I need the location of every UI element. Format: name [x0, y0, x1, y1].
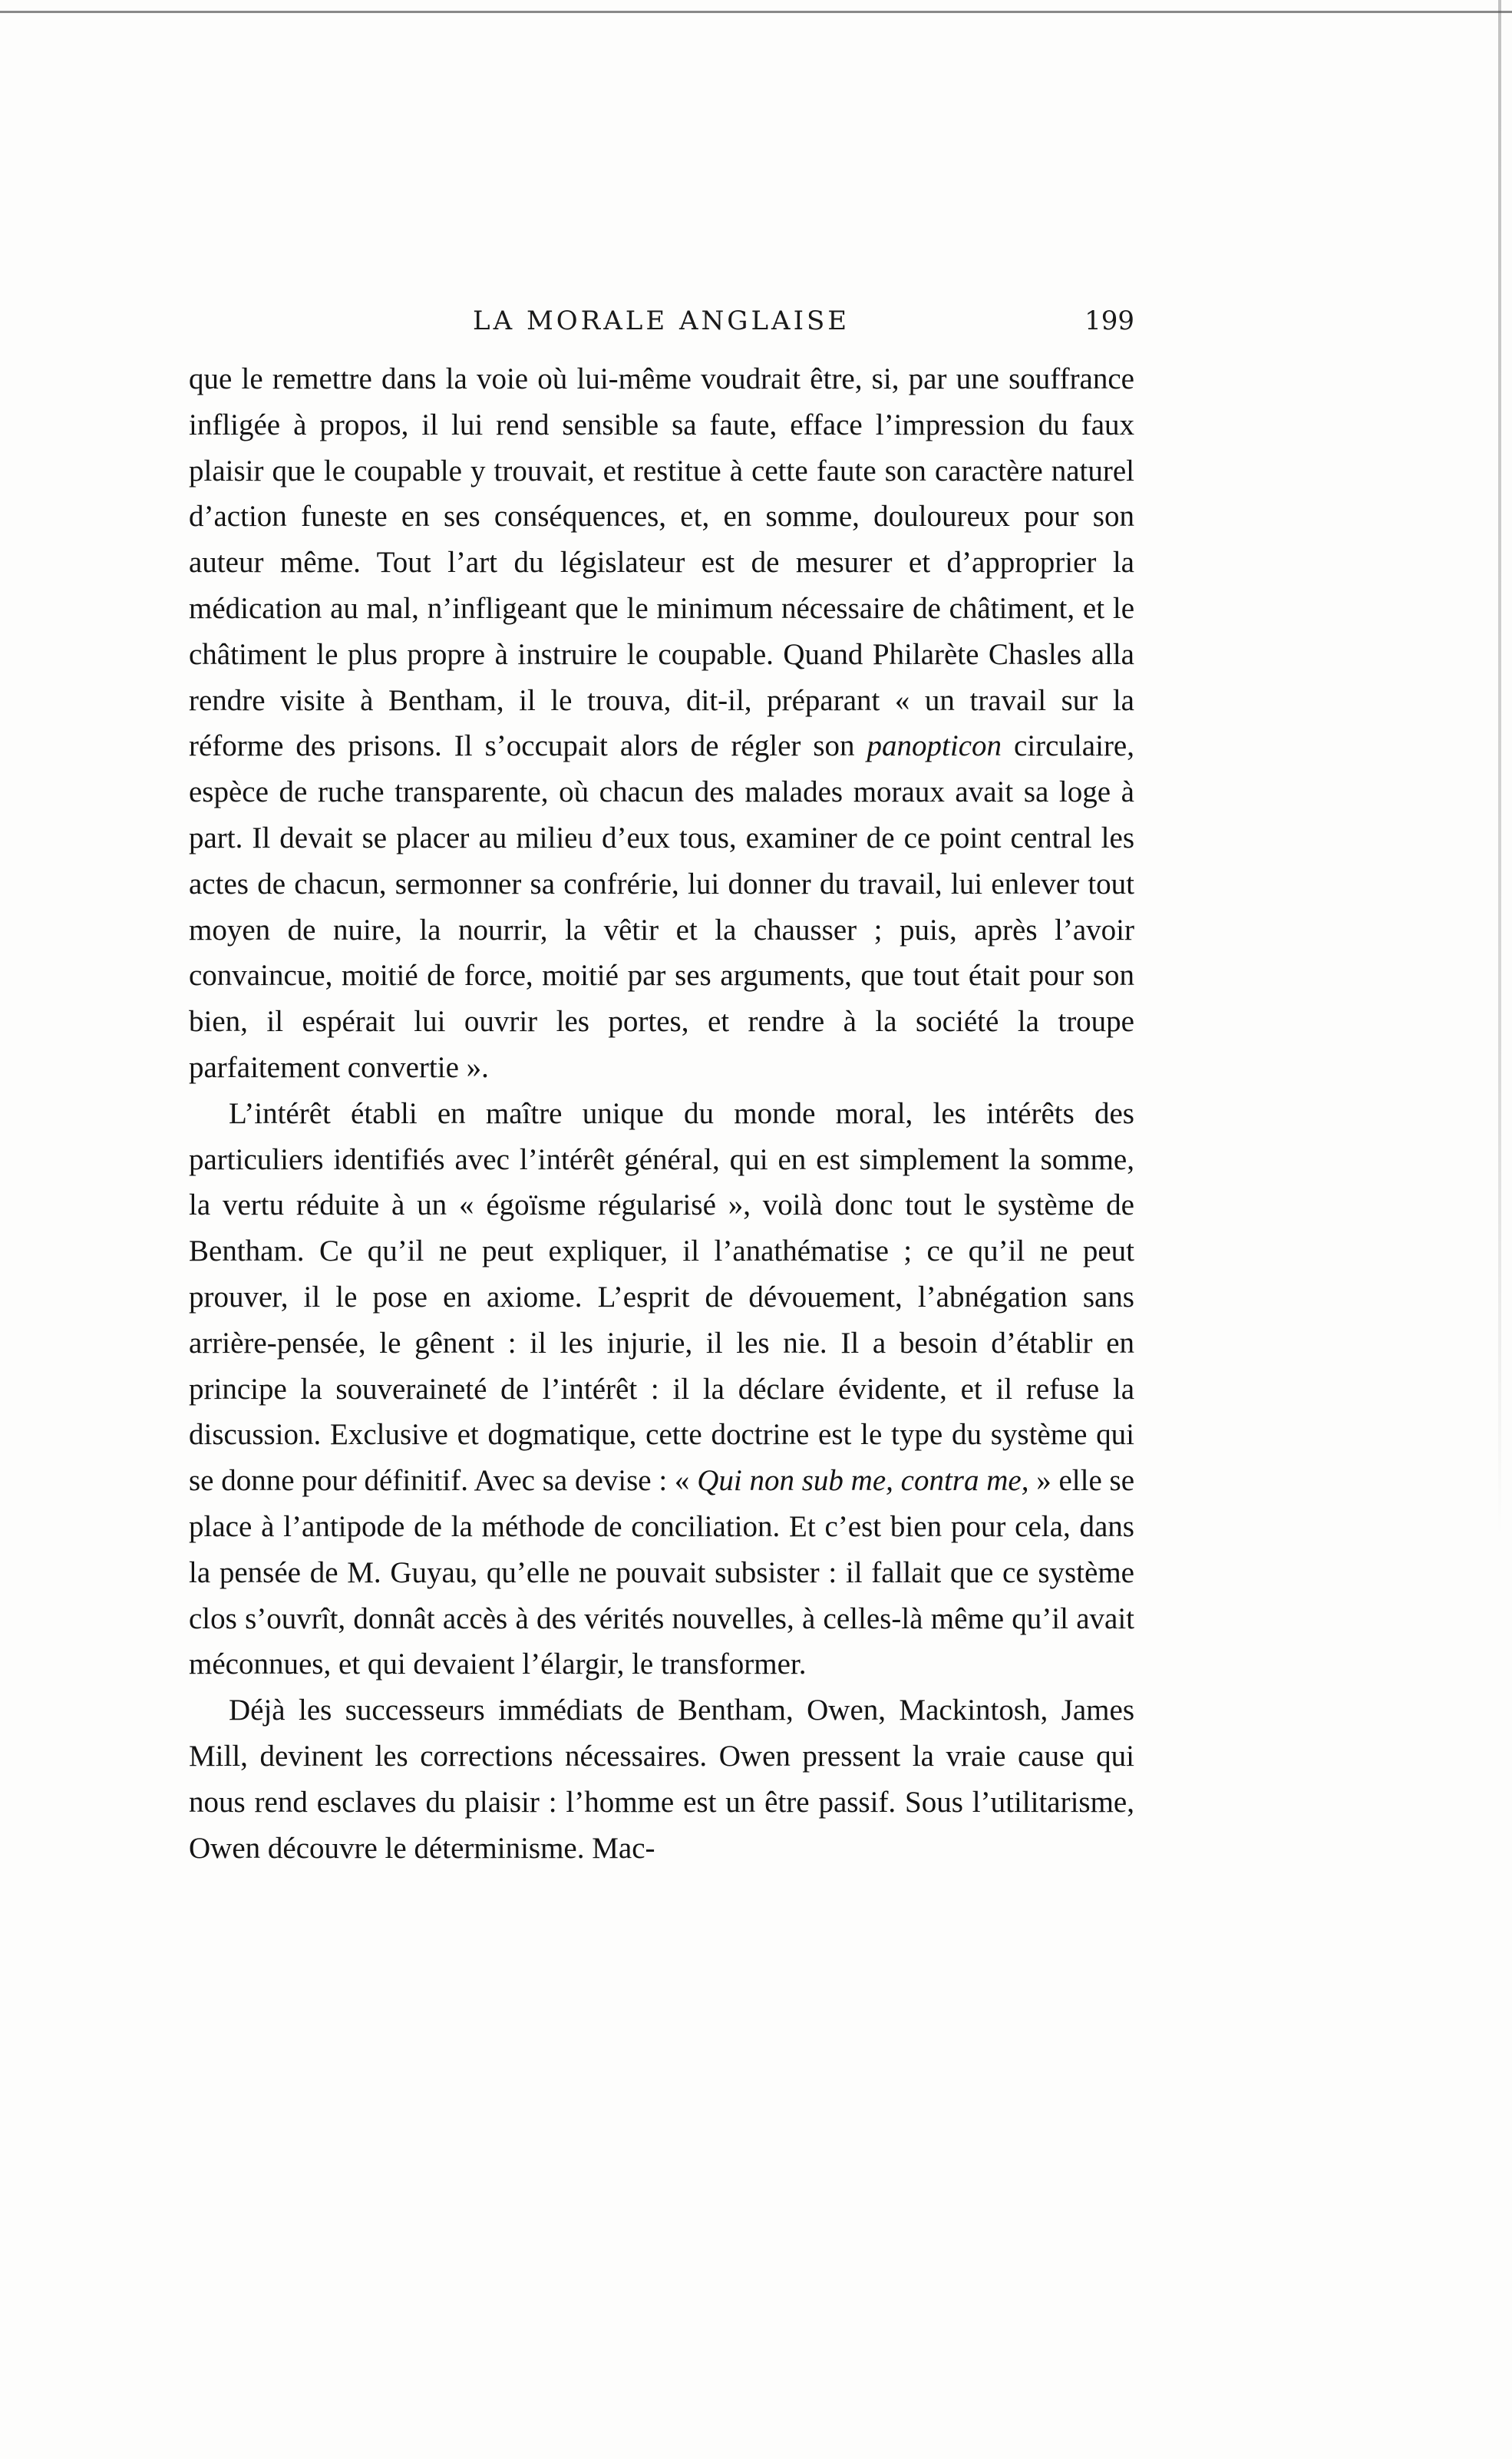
paragraph-1: [189, 356, 1134, 1091]
paragraph-3: [189, 1687, 1134, 1871]
text-run: L’intérêt établi en maître unique du monde moral, les intérêts des particuliers identifiés avec l’intérêt général, qui en est simplement la somme, la vertu réduite à un « égoïsme régularisé », voilà donc tout le système de Bentham. Ce qu’il ne peut expliquer, il l’anathématise ; ce qu’il ne peut prouver, il le pose en axiome. L’esprit de dévouement, l’abnégation sans arrière-pensée, le gênent : il les injurie, il les nie. Il a besoin d’établir en principe la souveraineté de l’intérêt : il la déclare évidente, et il refuse la discussion. Exclusive et dogmatique, cette doctrine est le type du système qui se donne pour définitif. Avec sa devise : «: [189, 1096, 1134, 1498]
body-text: [189, 356, 1134, 1871]
text-run: » elle se place à l’antipode de la méthode de conciliation. Et c’est bien pour cela, dans la pensée de M. Guyau, qu’elle ne pouvait subsister : il fallait que ce système clos s’ouvrît, donnât accès à des vérités nouvelles, à celles-là même qu’il avait méconnues, et qui devaient l’élargir, le transformer.: [189, 1464, 1135, 1681]
scan-right-edge-shadow: [1498, 0, 1501, 1535]
text-run: que le remettre dans la voie où lui-même voudrait être, si, par une souffrance infligée à propos, il lui rend sensible sa faute, efface l’impression du faux plaisir que le coupable y trouvait, et restitue à cette faute son caractère naturel d’action funeste en ses conséquences, et, en somme, douloureux pour son auteur même. Tout l’art du législateur est de mesurer et d’approprier la médication au mal, n’infligeant que le minimum nécessaire de châtiment, et le châtiment le plus propre à instruire le coupable. Quand Philarète Chasles alla rendre visite à Bentham, il le trouva, dit-il, préparant « un travail sur la réforme des prisons. Il s’occupait alors de régler son: [189, 362, 1134, 763]
italic-phrase: Qui non sub me, contra me,: [697, 1464, 1029, 1498]
page-number: 199: [1084, 306, 1134, 336]
running-title: LA MORALE ANGLAISE: [473, 306, 850, 336]
scan-top-edge-rule: [0, 11, 1512, 13]
paragraph-2: [189, 1091, 1134, 1687]
text-run: Déjà les successeurs immédiats de Bentham, Owen, Mackintosh, James Mill, devinent les corrections nécessaires. Owen pressent la vraie cause qui nous rend esclaves du plaisir : l’homme est un être passif. Sous l’utilitarisme, Owen découvre le déterminisme. Mac-: [189, 1694, 1134, 1865]
page-header: [189, 306, 1134, 344]
text-run: circulaire, espèce de ruche transparente, où chacun des malades moraux avait sa loge à part. Il devait se placer au milieu d’eux tous, examiner de ce point central les actes de chacun, sermonner sa confrérie, lui donner du travail, lui enlever tout moyen de nuire, la nourrir, la vêtir et la chausser ; puis, après l’avoir convaincue, moitié de force, moitié par ses arguments, que tout était pour son bien, il espérait lui ouvrir les portes, et rendre à la société la troupe parfaitement convertie ».: [189, 729, 1134, 1084]
italic-phrase: panopticon: [867, 729, 1002, 763]
